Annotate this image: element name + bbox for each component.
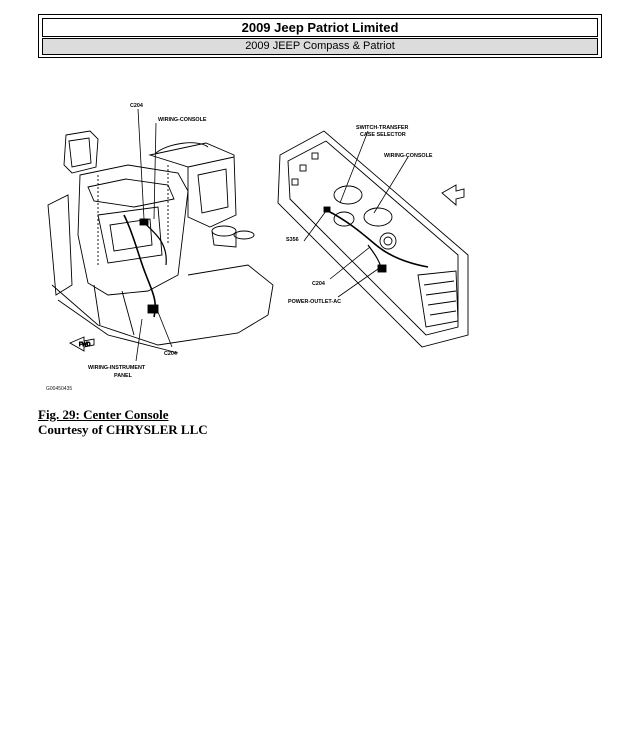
document-header [38,14,602,58]
callout-wiring-console-left: WIRING-CONSOLE [158,117,207,123]
center-console-diagram [38,95,478,400]
diagram-svg [38,95,478,400]
left-console-illustration [48,109,273,361]
callout-wiring-console-right: WIRING-CONSOLE [384,153,433,159]
figure-id: G00450435 [46,386,73,392]
figure-caption [38,407,438,437]
caption-credit: Courtesy of CHRYSLER LLC [38,422,208,437]
callout-c204-top: C204 [130,103,143,109]
callout-c204-right: C204 [312,281,325,287]
document-title: 2009 Jeep Patriot Limited [42,18,598,37]
document-subtitle: 2009 JEEP Compass & Patriot [42,38,598,55]
callout-wiring-instrument-line1: WIRING-INSTRUMENT [88,365,146,371]
callout-s356: S356 [286,237,299,243]
callout-wiring-instrument-line2: PANEL [114,373,132,379]
right-bezel-illustration [278,131,468,347]
svg-text:FWD: FWD [79,342,91,348]
callout-power-outlet: POWER-OUTLET-AC [288,299,342,305]
callout-switch-transfer-line2: CASE SELECTOR [360,132,406,138]
caption-title: Fig. 29: Center Console [38,407,169,422]
callout-switch-transfer-line1: SWITCH-TRANSFER [356,125,409,131]
callout-c204-bottom-left: C204 [164,351,177,357]
